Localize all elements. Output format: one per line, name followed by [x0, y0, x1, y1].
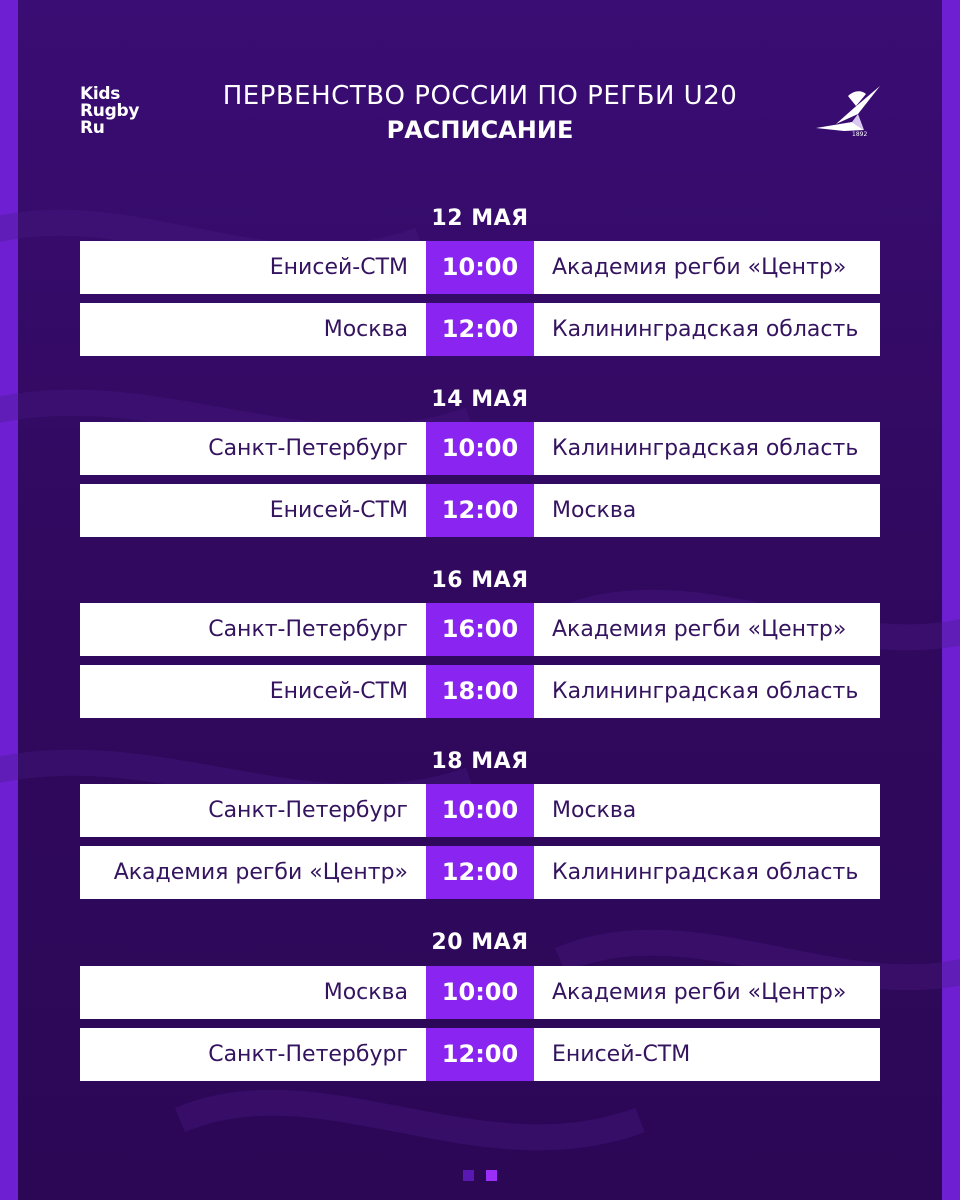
- match-time: 16:00: [426, 603, 534, 656]
- home-team: Енисей-СТМ: [80, 484, 426, 537]
- away-team: Академия регби «Центр»: [534, 241, 880, 294]
- brand-line-2: Rugby: [80, 101, 140, 121]
- away-team: Калининградская область: [534, 303, 880, 356]
- match-row: [80, 422, 880, 475]
- away-team: Академия регби «Центр»: [534, 603, 880, 656]
- day-title: 14 МАЯ: [431, 387, 529, 412]
- logo-year: 1892: [852, 131, 868, 136]
- home-team: Москва: [80, 966, 426, 1019]
- match-time: 10:00: [426, 241, 534, 294]
- match-row: [80, 303, 880, 356]
- match-time: 12:00: [426, 484, 534, 537]
- match-time: 10:00: [426, 422, 534, 475]
- match-row: [80, 966, 880, 1019]
- right-accent-edge: [942, 0, 960, 1200]
- match-time: 12:00: [426, 1028, 534, 1081]
- match-row: [80, 665, 880, 718]
- away-team: Калининградская область: [534, 665, 880, 718]
- match-row: [80, 846, 880, 899]
- home-team: Санкт-Петербург: [80, 603, 426, 656]
- page-title: ПЕРВЕНСТВО РОССИИ ПО РЕГБИ U20: [222, 81, 738, 111]
- day-title: 18 МАЯ: [431, 749, 529, 774]
- day-title: 20 МАЯ: [431, 930, 529, 955]
- home-team: Енисей-СТМ: [80, 241, 426, 294]
- home-team: Москва: [80, 303, 426, 356]
- left-accent-edge: [0, 0, 18, 1200]
- match-row: [80, 484, 880, 537]
- away-team: Москва: [534, 484, 880, 537]
- page-subtitle: РАСПИСАНИЕ: [386, 116, 574, 144]
- away-team: Москва: [534, 784, 880, 837]
- match-row: [80, 241, 880, 294]
- match-time: 10:00: [426, 784, 534, 837]
- match-time: 12:00: [426, 303, 534, 356]
- header: [0, 80, 960, 150]
- home-team: Академия регби «Центр»: [80, 846, 426, 899]
- home-team: Санкт-Петербург: [80, 1028, 426, 1081]
- match-row: [80, 784, 880, 837]
- match-time: 12:00: [426, 846, 534, 899]
- home-team: Санкт-Петербург: [80, 784, 426, 837]
- away-team: Калининградская область: [534, 422, 880, 475]
- away-team: Академия регби «Центр»: [534, 966, 880, 1019]
- away-team: Калининградская область: [534, 846, 880, 899]
- pagination-dot-2-active[interactable]: [486, 1170, 497, 1181]
- away-team: Енисей-СТМ: [534, 1028, 880, 1081]
- home-team: Енисей-СТМ: [80, 665, 426, 718]
- day-title: 12 МАЯ: [431, 206, 529, 231]
- match-row: [80, 1028, 880, 1081]
- pagination-dot-1[interactable]: [463, 1170, 474, 1181]
- home-team: Санкт-Петербург: [80, 422, 426, 475]
- match-time: 18:00: [426, 665, 534, 718]
- brand-line-1: Kids: [80, 84, 121, 104]
- day-title: 16 МАЯ: [431, 568, 529, 593]
- match-row: [80, 603, 880, 656]
- brand-line-3: Ru: [80, 118, 105, 138]
- federation-logo-icon: [814, 84, 882, 136]
- match-time: 10:00: [426, 966, 534, 1019]
